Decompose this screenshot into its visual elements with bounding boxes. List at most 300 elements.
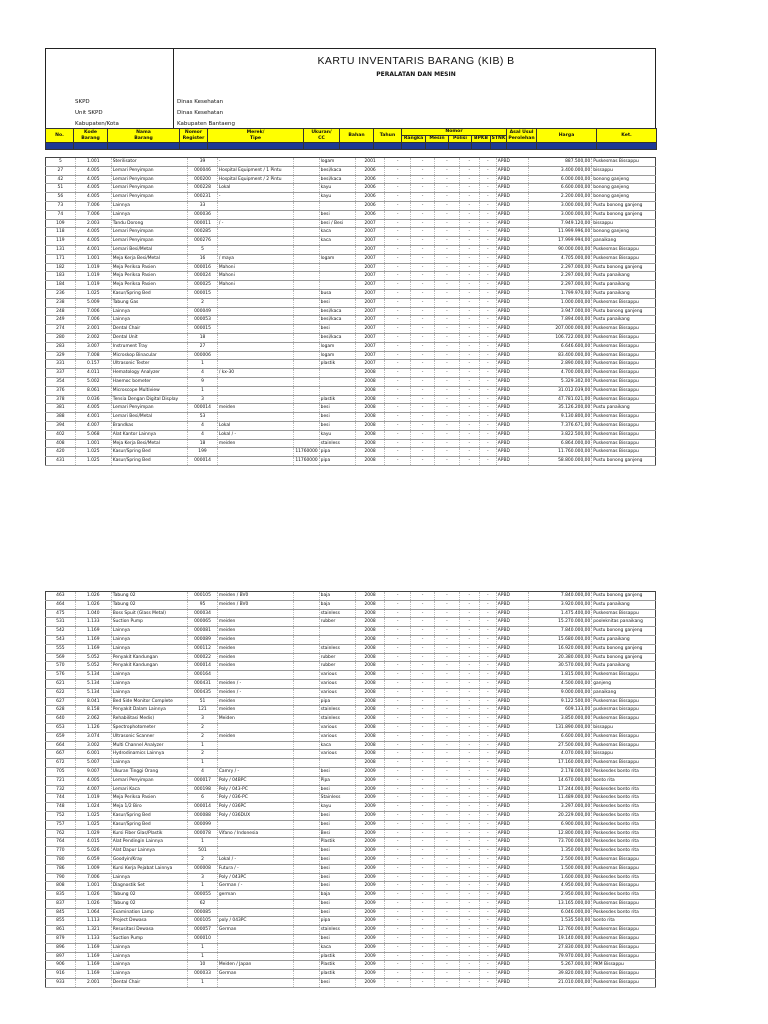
table-cell: - [459,635,479,644]
table-cell: - [435,600,459,609]
table-cell: 5.009 [75,298,111,307]
table-cell: - [435,158,459,167]
table-row [46,767,656,776]
table-cell: 4 [188,421,218,430]
table-cell: - [385,715,410,724]
table-cell: 4.007 [75,785,111,794]
table-cell: 3 [188,873,218,882]
table-cell: Puskesmas Bissappu [592,970,656,979]
table-cell: 4.011 [75,369,111,378]
table-cell: - [479,351,496,360]
table-cell [294,325,319,334]
table-cell: Rehabilitasi Medis) [111,715,187,724]
table-cell: meiden [217,635,293,644]
table-cell [294,829,319,838]
table-cell: - [435,342,459,351]
table-cell [294,307,319,316]
table-cell: 1.169 [75,961,111,970]
table-row [46,952,656,961]
table-cell [217,360,293,369]
table-cell: Kursi Kerja Pejabat Lainnya [111,864,187,873]
table-cell [294,360,319,369]
table-cell: Examination Lamp [111,908,187,917]
table-cell: APBD [496,847,528,856]
table-cell: - [435,679,459,688]
table-cell: 2 [188,732,218,741]
table-cell: 770 [46,847,76,856]
table-cell: 47.781.021,00 [528,395,592,404]
table-cell: 79.970.000,00 [528,952,592,961]
table-cell: meiden [217,706,293,715]
table-cell: APBD [496,926,528,935]
table-cell [294,439,319,448]
table-cell: - [459,342,479,351]
table-cell: - [385,210,410,219]
table-cell: 622 [46,688,76,697]
table-cell: 2006 [355,166,385,175]
table-cell: - [410,237,434,246]
table-cell: APBD [496,272,528,281]
table-cell: - [385,263,410,272]
table-cell: 12.800.000,00 [528,829,592,838]
table-cell: - [435,750,459,759]
table-cell: - [479,697,496,706]
table-cell: Puskesmas Bissappu [592,360,656,369]
table-cell: - [459,430,479,439]
table-cell: - [410,592,434,601]
table-cell: PKM Bissappu [592,961,656,970]
table-cell: Lemari Penyimpan [111,228,187,237]
table-cell: - [435,723,459,732]
table-cell: 2007 [355,298,385,307]
table-cell: - [435,201,459,210]
table-cell: APBD [496,307,528,316]
table-cell: 2007 [355,272,385,281]
table-cell [294,891,319,900]
table-cell: 1.169 [75,635,111,644]
table-cell: - [385,377,410,386]
table-cell: - [435,855,459,864]
table-cell: 27.830.000,00 [528,943,592,952]
table-cell: 4.001 [75,413,111,422]
table-cell: 555 [46,644,76,653]
table-cell: baja [319,891,355,900]
table-row [46,926,656,935]
table-cell: Puskesmas Bissappu [592,899,656,908]
table-cell: 0.036 [75,395,111,404]
table-cell [294,342,319,351]
table-cell: rubber [319,662,355,671]
table-cell: Puskesmas Bissappu [592,333,656,342]
table-cell: 1 [188,952,218,961]
table-cell: 283 [46,342,76,351]
table-cell: 7.006 [75,307,111,316]
table-cell: 2009 [355,952,385,961]
table-cell: - [479,333,496,342]
table-cell: - [459,767,479,776]
table-cell: - [435,413,459,422]
table-cell: Poskesdes bonto rita [592,811,656,820]
table-cell: Puskesmas Bissappu [592,377,656,386]
table-cell: 2008 [355,688,385,697]
table-cell: - [459,706,479,715]
skpd-value: Dinas Kesehatan [177,99,224,105]
table-cell: meiden / - [217,688,293,697]
table-cell: - [479,430,496,439]
table-cell: meiden / BV0 [217,592,293,601]
table-cell [217,609,293,618]
table-cell: - [435,785,459,794]
table-cell: - [479,404,496,413]
table-cell: - [385,307,410,316]
table-cell: Kasur/Spring Bed [111,457,187,466]
table-cell: 2006 [355,193,385,202]
table-cell: - [459,882,479,891]
table-cell: 1.001 [75,439,111,448]
table-cell: 3.920.000,00 [528,600,592,609]
table-cell [294,421,319,430]
table-cell: Meiden [217,715,293,724]
table-cell: Dental Chair [111,979,187,988]
table-cell: Penyakit Kandungan [111,653,187,662]
table-cell: 35.126.200,00 [528,404,592,413]
table-cell: logam [319,351,355,360]
table-cell: - [410,741,434,750]
table-cell [294,952,319,961]
table-cell: Hydrodinamics Lainnya [111,750,187,759]
table-cell: rubber [319,618,355,627]
table-cell: panaikang [592,688,656,697]
table-cell: - [479,917,496,926]
table-cell: - [410,377,434,386]
kab-label: Kabupaten/Kota [75,121,119,127]
table-cell: - [435,820,459,829]
table-cell: 2008 [355,662,385,671]
table-cell: - [435,961,459,970]
table-cell: 8.041 [75,697,111,706]
table-cell: besi [319,404,355,413]
table-row [46,908,656,917]
table-cell: 17.244.000,00 [528,785,592,794]
table-cell: 7.840.000,00 [528,627,592,636]
table-cell: Meja Kerja Besi/Metal [111,254,187,263]
table-cell: - [479,671,496,680]
table-cell: - [385,679,410,688]
table-cell: 1.025 [75,457,111,466]
table-cell: - [385,723,410,732]
table-cell: besi [319,820,355,829]
table-cell: 20.229.000,00 [528,811,592,820]
table-cell: 21.010.000,00 [528,979,592,988]
table-cell: 4.070.000,00 [528,750,592,759]
table-cell: - [435,307,459,316]
table-cell: 2009 [355,794,385,803]
table-cell: APBD [496,697,528,706]
table-cell: kaca [319,237,355,246]
table-cell: Meja 1/2 Biro [111,803,187,812]
table-cell: Dental Unit [111,333,187,342]
table-cell: German / - [217,882,293,891]
table-cell: 119 [46,237,76,246]
table-cell: - [459,679,479,688]
table-cell: 667 [46,750,76,759]
table-cell: Pustu panaikang [592,600,656,609]
table-cell: APBD [496,298,528,307]
table-cell [294,706,319,715]
table-cell: - [459,377,479,386]
table-cell: APBD [496,811,528,820]
table-cell: 2008 [355,439,385,448]
table-cell: 2008 [355,679,385,688]
table-cell: - [459,219,479,228]
table-cell: - [410,219,434,228]
table-cell: 4 [188,767,218,776]
table-cell: - [479,457,496,466]
table-cell: 5.068 [75,430,111,439]
table-cell: - [385,193,410,202]
table-cell: Tabung Gas [111,298,187,307]
table-cell: - [459,421,479,430]
table-cell: 5.134 [75,679,111,688]
table-cell: 354 [46,377,76,386]
table-cell: - [459,307,479,316]
table-cell: 000055 [188,891,218,900]
table-cell: - [459,316,479,325]
table-cell [294,333,319,342]
table-cell [294,935,319,944]
table-cell: besi [319,908,355,917]
table-cell: logam [319,158,355,167]
table-cell: 000014 [188,803,218,812]
table-cell: - [479,873,496,882]
table-cell: 106.722.000,00 [528,333,592,342]
table-cell: - [479,439,496,448]
table-cell [294,201,319,210]
table-cell: - [435,377,459,386]
table-cell: various [319,688,355,697]
table-cell: 2009 [355,926,385,935]
table-cell: 10 [188,961,218,970]
table-cell: - [479,759,496,768]
table-cell [294,776,319,785]
table-cell: - [435,767,459,776]
table-cell: kaca [319,741,355,750]
table-cell: Pustu panaikang [592,316,656,325]
table-cell: 83.400.000,00 [528,351,592,360]
table-cell: - [385,413,410,422]
table-cell [294,228,319,237]
table-cell: - [459,891,479,900]
table-cell: 9.000.000,00 [528,688,592,697]
table-cell: - [435,421,459,430]
table-cell: Futura / - [217,864,293,873]
unit-label: Unit SKPD [75,110,103,116]
table-row [46,917,656,926]
table-cell: 4.005 [75,237,111,246]
table-cell [294,298,319,307]
table-cell: - [479,732,496,741]
table-cell: 000015 [188,289,218,298]
table-cell: besi [319,899,355,908]
table-cell: 7.949.120,00 [528,219,592,228]
table-cell: meiden [217,653,293,662]
table-cell: - [410,715,434,724]
table-cell [217,741,293,750]
table-cell: 199 [188,448,218,457]
table-cell: - [410,838,434,847]
table-cell: - [435,618,459,627]
table-cell: 2008 [355,448,385,457]
table-cell: - [435,979,459,988]
table-cell [294,193,319,202]
table-cell: 3.002 [75,741,111,750]
table-cell: APBD [496,732,528,741]
table-row [46,776,656,785]
table-cell: 000105 [188,592,218,601]
table-cell: meiden [217,697,293,706]
col-rangka: Rangka [402,136,426,143]
table-cell [217,333,293,342]
table-cell: pipa [319,697,355,706]
table-cell: Meja Periksa Pasien [111,794,187,803]
table-cell: 431 [46,457,76,466]
table-cell [319,281,355,290]
table-cell: - [385,653,410,662]
table-cell [217,298,293,307]
table-cell: - [410,864,434,873]
table-cell: Lemari Penyimpan [111,237,187,246]
table-cell: - [410,600,434,609]
table-cell: Poly / 043PC [217,873,293,882]
table-row [46,820,656,829]
table-cell: - [385,448,410,457]
table-cell: - [479,794,496,803]
table-cell: 402 [46,430,76,439]
table-cell: - [459,289,479,298]
table-cell: - [435,935,459,944]
table-cell: 329 [46,351,76,360]
table-cell: - [410,618,434,627]
table-cell: Boss Spuit (Glass Metal) [111,609,187,618]
table-cell: 845 [46,908,76,917]
table-cell: - [479,644,496,653]
table-cell: Poskesdes bonto rita [592,803,656,812]
table-cell: 000431 [188,679,218,688]
col-nomor-register: Nomor Register [180,129,208,143]
table-cell: 2009 [355,908,385,917]
table-cell: puskesmas bissappu [592,706,656,715]
table-cell: 2008 [355,732,385,741]
table-row [46,847,656,856]
table-cell: APBD [496,377,528,386]
table-cell: 74 [46,210,76,219]
table-cell: 721 [46,776,76,785]
table-cell: 000022 [188,653,218,662]
table-cell: - [479,325,496,334]
table-cell: 2008 [355,413,385,422]
table-cell: Meja Periksa Pasien [111,272,187,281]
table-cell: 5.329.302,00 [528,377,592,386]
table-cell: various [319,671,355,680]
table-cell: 1.535.500,00 [528,917,592,926]
table-cell: Lainnya [111,759,187,768]
table-cell [294,627,319,636]
table-cell: various [319,750,355,759]
table-cell: 780 [46,855,76,864]
table-cell: Penyakit Kandungan [111,662,187,671]
table-cell: - [479,899,496,908]
table-cell: ganjeng [592,679,656,688]
table-cell: Vifano / Indonesia [217,829,293,838]
table-cell: meiden / BV0 [217,600,293,609]
table-cell [294,882,319,891]
table-row [46,219,656,228]
table-cell: 56 [46,193,76,202]
table-cell: - [435,644,459,653]
table-cell: 2008 [355,377,385,386]
table-row [46,228,656,237]
table-cell: besi [319,210,355,219]
table-cell: 337 [46,369,76,378]
table-cell: 000085 [188,908,218,917]
table-cell: Brandkas [111,421,187,430]
table-cell: Puskesmas Bissappu [592,395,656,404]
table-row [46,627,656,636]
table-cell: 2009 [355,979,385,988]
table-cell: - [410,688,434,697]
table-cell: besi [319,882,355,891]
table-cell: - [385,750,410,759]
table-cell: 4.015 [75,838,111,847]
table-row [46,741,656,750]
table-cell: Pustu panaikang [592,281,656,290]
table-cell: stainless [319,439,355,448]
table-cell: - [385,228,410,237]
table-cell: APBD [496,943,528,952]
table-cell: 2007 [355,333,385,342]
table-cell: besi [319,325,355,334]
table-cell: - [410,298,434,307]
table-cell [294,166,319,175]
table-row [46,263,656,272]
table-cell: - [385,245,410,254]
table-cell [217,847,293,856]
table-cell: - [479,706,496,715]
table-cell: - [385,369,410,378]
table-row [46,679,656,688]
table-cell: 16 [188,254,218,263]
table-cell: 1.026 [75,899,111,908]
table-cell [217,210,293,219]
table-cell: - [385,838,410,847]
table-cell: - [410,979,434,988]
table-row [46,662,656,671]
table-cell: APBD [496,891,528,900]
table-cell: besi [319,864,355,873]
table-cell [217,228,293,237]
table-cell [294,184,319,193]
table-cell: - [435,430,459,439]
table-cell: - [410,210,434,219]
table-cell: - [435,281,459,290]
table-cell: Lainnya [111,970,187,979]
table-cell [217,457,293,466]
table-cell: APBD [496,166,528,175]
table-cell: - [385,166,410,175]
table-cell: - [479,776,496,785]
table-cell: 000034 [188,609,218,618]
table-cell: - [385,908,410,917]
